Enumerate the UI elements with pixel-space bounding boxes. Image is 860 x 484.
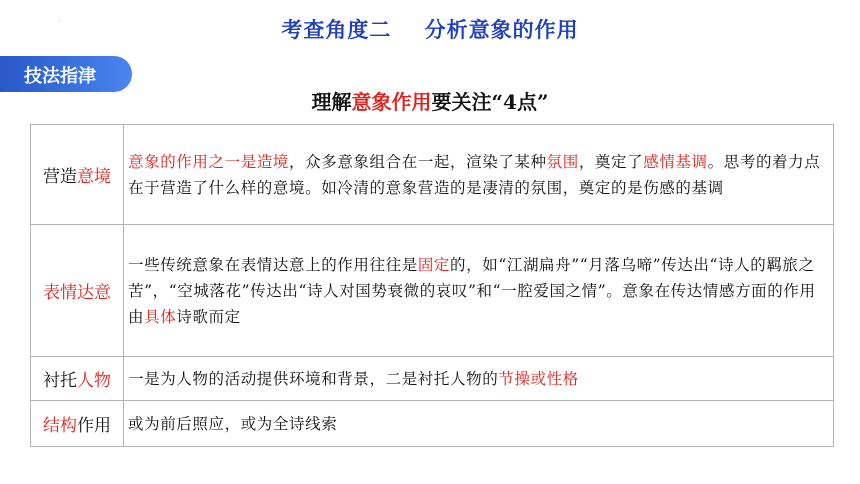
row-label [31,401,124,447]
row-description [124,125,834,225]
desc-segment: 或为前后照应，或为全诗线索 [128,414,338,433]
title-part-2: 分析意象的作用 [424,18,579,42]
desc-segment: 固定 [417,255,451,274]
label-red: 结构 [43,416,77,436]
desc-segment: 一些传统意象在表情达意上的作用往往是 [128,255,418,274]
subtitle-prefix: 理解 [311,90,352,114]
points-table [30,124,834,447]
row-label [31,125,124,225]
page-title [0,14,860,44]
label-red: 意境 [77,167,111,187]
section-subtitle [0,86,860,115]
row-description [124,225,834,357]
table-row [31,357,834,401]
row-label [31,225,124,357]
label-plain: 衬托 [43,371,77,391]
row-description [124,357,834,401]
desc-segment: 氛围 [546,152,579,171]
label-plain: 营造 [43,167,77,187]
table-row [31,401,834,447]
row-description [124,401,834,447]
subtitle-highlight: 意象作用 [351,90,432,114]
desc-segment: 具体 [144,307,177,326]
desc-segment: 意象的作用之一是造境 [128,152,290,171]
desc-segment: ，众多意象组合在一起，渲染了某种 [289,152,547,171]
desc-segment: 的，如“江湖扁舟”“月落乌啼”传达出“诗人的羁旅之苦”，“空城落花”传达出“诗人对国势衰微的哀叹”和“一腔爱国之情”。意象在传达情感方面的作用由 [128,255,816,326]
label-plain: 作用 [77,416,111,436]
label-red: 人物 [77,371,111,391]
table-row [31,225,834,357]
desc-segment: 一是为人物的活动提供环境和背景，二是衬托人物的 [128,369,499,388]
title-part-1: 考查角度二 [281,18,392,42]
desc-segment: 节操或性格 [498,369,579,388]
desc-segment: 诗歌而定 [176,307,241,326]
desc-segment: ，奠定了 [578,152,644,171]
subtitle-suffix: 要关注“4点” [431,90,549,114]
desc-segment: 。思考的着力点在于营造了什么样的意境。如冷清的意象营造的是凄清的氛围，奠定的是伤感的基调 [128,152,821,197]
table-row [31,125,834,225]
label-red: 表情达意 [43,283,111,303]
decorative-dot: · [58,18,60,25]
desc-segment: 感情基调 [643,152,708,171]
row-label [31,357,124,401]
tips-badge-label: 技法指津 [24,66,96,87]
